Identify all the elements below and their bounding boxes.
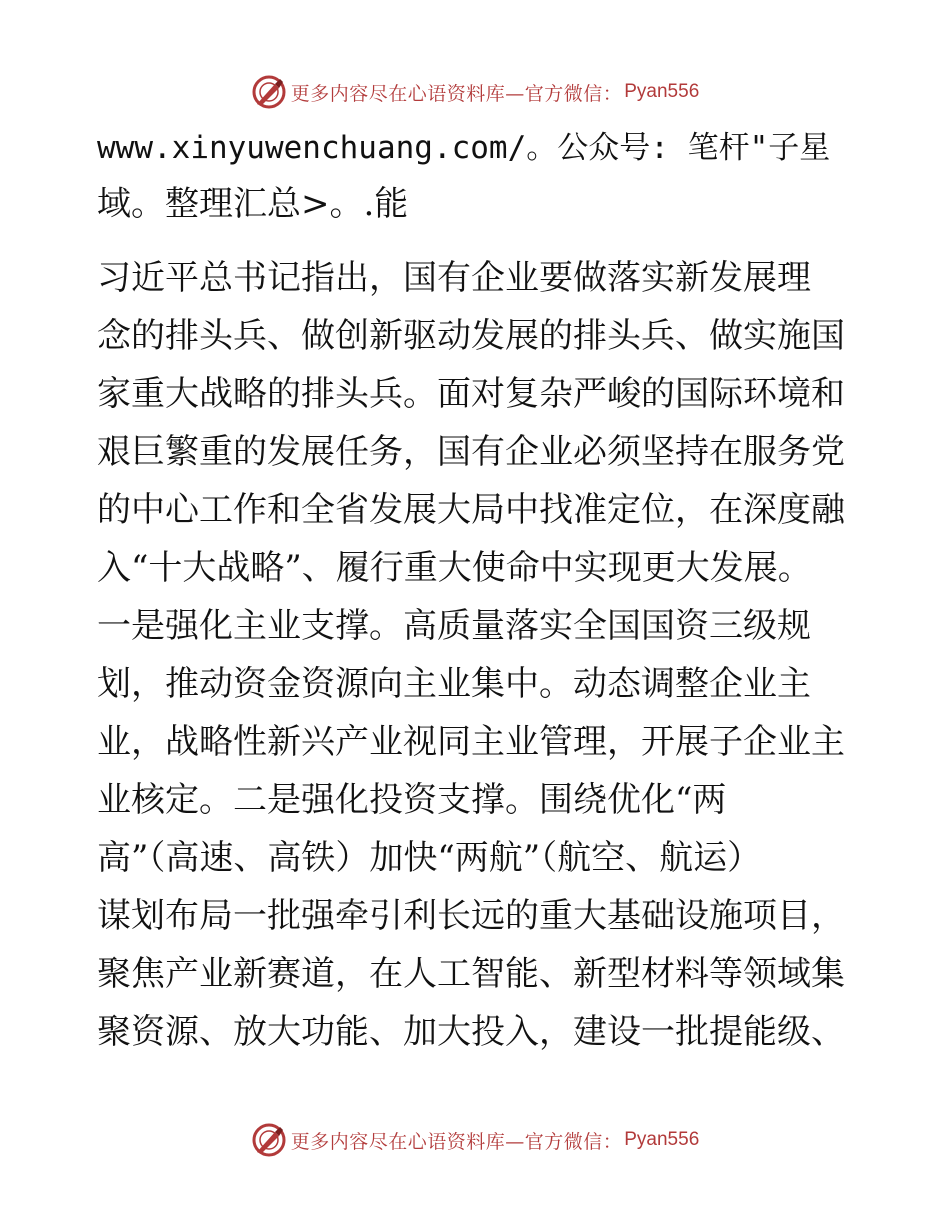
footer-banner-text: 更多内容尽在心语资料库—官方微信： [290, 1130, 623, 1153]
body-line: 的中心工作和全省发展大局中找准定位，在深度融 [97, 490, 845, 530]
body-line: 入“十大战略”、履行重大使命中实现更大发展。 [97, 548, 812, 588]
body-line: 谋划布局一批强牵引利长远的重大基础设施项目， [97, 896, 845, 936]
footer-banner [0, 1120, 950, 1160]
body-line: 域。整理汇总>。.能 [97, 184, 409, 224]
header-banner-text: 更多内容尽在心语资料库—官方微信： [290, 82, 623, 105]
body-line: 业核定。二是强化投资支撑。围绕优化“两 [97, 780, 727, 820]
body-line: 习近平总书记指出，国有企业要做落实新发展理 [97, 258, 811, 298]
footer-wechat-id: Pyan556 [624, 1129, 700, 1150]
body-line: 划，推动资金资源向主业集中。动态调整企业主 [97, 664, 811, 704]
body-line: 业，战略性新兴产业视同主业管理，开展子企业主 [97, 722, 845, 762]
body-line: 聚资源、放大功能、加大投入，建设一批提能级、 [97, 1012, 845, 1052]
body-line: 艰巨繁重的发展任务，国有企业必须坚持在服务党 [97, 432, 845, 472]
body-line: 聚焦产业新赛道，在人工智能、新型材料等领域集 [97, 954, 845, 994]
body-line: 高”（高速、高铁）加快“两航”（航空、航运） [97, 838, 762, 878]
header-wechat-id: Pyan556 [624, 81, 700, 102]
body-line: 念的排头兵、做创新驱动发展的排头兵、做实施国 [97, 316, 845, 356]
pen-logo-icon [251, 1122, 287, 1158]
body-line: 家重大战略的排头兵。面对复杂严峻的国际环境和 [97, 374, 845, 414]
body-line: 一是强化主业支撑。高质量落实全国国资三级规 [97, 606, 811, 646]
body-line: www.xinyuwenchuang.com/。公众号: 笔杆"子星 [97, 130, 831, 166]
